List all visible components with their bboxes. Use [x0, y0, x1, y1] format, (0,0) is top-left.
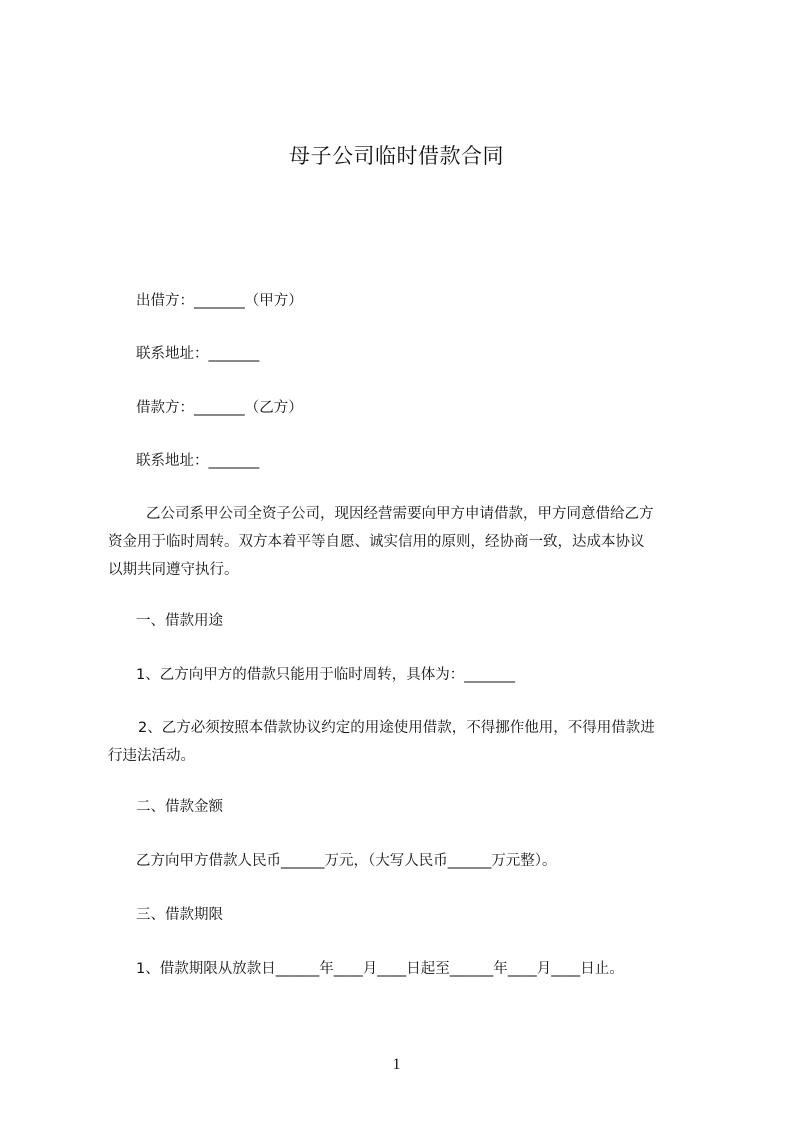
- lender-address-line: 联系地址：_______: [136, 346, 260, 362]
- section-1-heading: 一、借款用途: [136, 613, 223, 629]
- page-number: 1: [392, 1056, 401, 1073]
- borrower-line: 借款方：_______（乙方）: [136, 400, 303, 416]
- section-1-item-2-line-1: 2、乙方必须按照本借款协议约定的用途使用借款，不得挪作他用，不得用借款进: [138, 720, 655, 736]
- borrower-address-line: 联系地址：_______: [136, 453, 260, 469]
- section-3-item-1: 1、借款期限从放款日______年____月____日起至______年____月____日止。: [136, 961, 624, 977]
- section-2-heading: 二、借款金额: [136, 799, 223, 815]
- section-1-item-1: 1、乙方向甲方的借款只能用于临时周转，具体为：_______: [136, 667, 515, 683]
- document-title: 母子公司临时借款合同: [289, 144, 504, 168]
- lender-line: 出借方：_______（甲方）: [136, 293, 303, 309]
- section-3-heading: 三、借款期限: [136, 907, 223, 923]
- section-2-text: 乙方向甲方借款人民币______万元，（大写人民币______万元整）。: [136, 853, 557, 869]
- intro-paragraph-line-2: 资金用于临时周转。双方本着平等自愿、诚实信用的原则，经协商一致，达成本协议: [108, 534, 645, 550]
- intro-paragraph-line-1: 乙公司系甲公司全资子公司，现因经营需要向甲方申请借款，甲方同意借给乙方: [146, 506, 654, 522]
- section-1-item-2-line-2: 行违法活动。: [108, 748, 195, 764]
- intro-paragraph-line-3: 以期共同遵守执行。: [108, 562, 239, 578]
